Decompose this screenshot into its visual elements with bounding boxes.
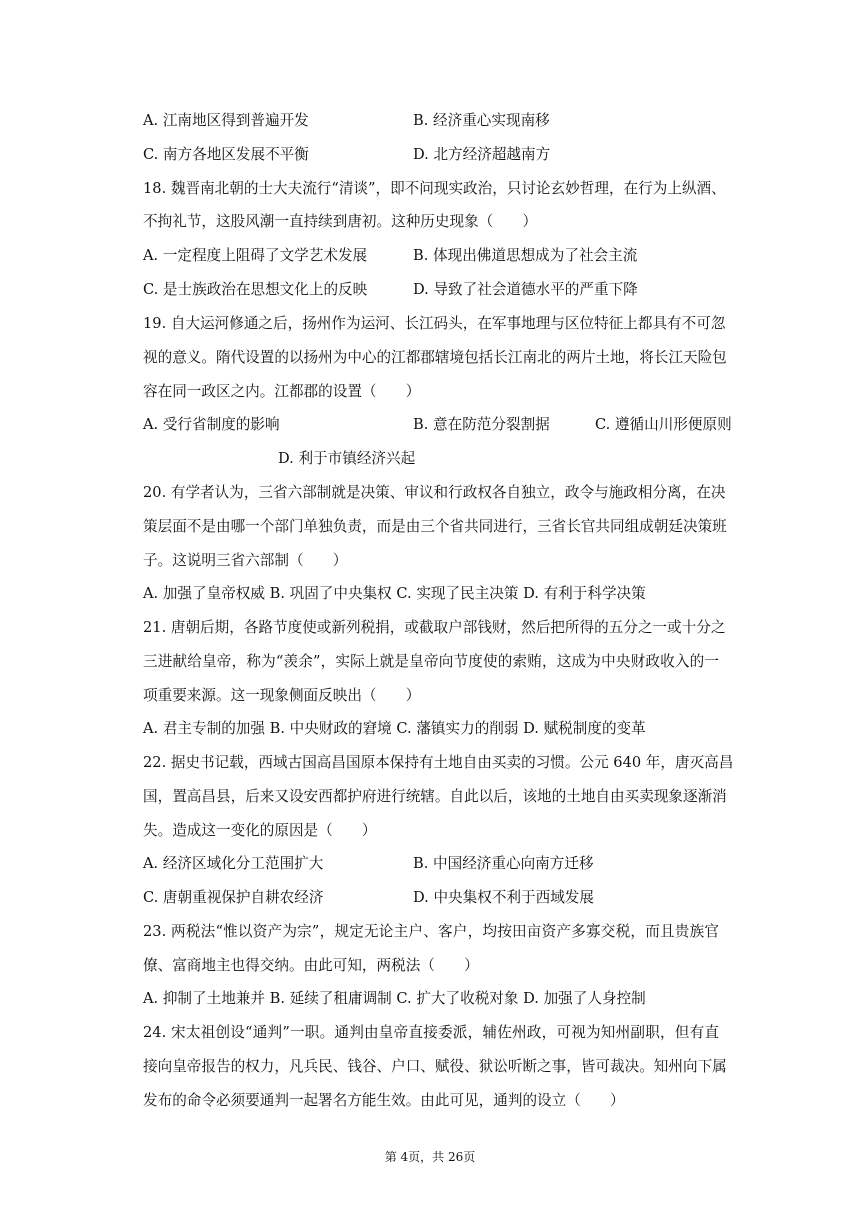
- question-18-text: 不拘礼节，这股风潮一直持续到唐初。这种历史现象（ ）: [143, 213, 538, 230]
- question-23-text: 23. 两税法“惟以资产为宗”，规定无论主户、客户，均按田亩资产多寡交税，而且贵族官: [143, 923, 719, 940]
- option-c: C. 遵循山川形便原则: [595, 416, 732, 433]
- option-a: A. 江南地区得到普遍开发: [143, 112, 309, 129]
- question-19-text: 19. 自大运河修通之后，扬州作为运河、长江码头，在军事地理与区位特征上都具有不可忽: [143, 315, 726, 332]
- question-19-text: 容在同一政区之内。江都郡的设置（ ）: [143, 383, 421, 400]
- option-b: B. 经济重心实现南移: [413, 112, 550, 129]
- question-20-text: 策层面不是由哪一个部门单独负责，而是由三个省共同进行，三省长官共同组成朝廷决策班: [143, 518, 727, 535]
- options-row: [0, 278, 860, 302]
- option-b: B. 体现出佛道思想成为了社会主流: [413, 247, 638, 264]
- question-22-text: 22. 据史书记载，西域古国高昌国原本保持有土地自由买卖的习惯。公元 640 年，唐灭高昌: [143, 754, 734, 771]
- options-line: A. 抑制了土地兼并 B. 延续了租庸调制 C. 扩大了收税对象 D. 加强了人身控制: [143, 990, 646, 1007]
- question-20-text: 子。这说明三省六部制（ ）: [143, 552, 348, 569]
- option-d: D. 中央集权不利于西域发展: [413, 889, 594, 906]
- question-21-text: 21. 唐朝后期，各路节度使或新列税捐，或截取户部钱财，然后把所得的五分之一或十分之: [143, 619, 726, 636]
- options-line: A. 君主专制的加强 B. 中央财政的窘境 C. 藩镇实力的削弱 D. 赋税制度的变革: [143, 720, 646, 737]
- question-20-text: 20. 有学者认为，三省六部制就是决策、审议和行政权各自独立，政令与施政相分离，在决: [143, 484, 726, 501]
- option-c: C. 南方各地区发展不平衡: [143, 146, 309, 163]
- option-c: C. 是士族政治在思想文化上的反映: [143, 281, 368, 298]
- option-a: A. 一定程度上阻碍了文学艺术发展: [143, 247, 368, 264]
- options-row: [0, 109, 860, 133]
- question-18-text: 18. 魏晋南北朝的士大夫流行“清谈”，即不问现实政治，只讨论玄妙哲理，在行为上纵酒、: [143, 180, 726, 197]
- option-b: B. 中国经济重心向南方迁移: [413, 855, 594, 872]
- question-24-text: 发布的命令必须要通判一起署名方能生效。由此可见，通判的设立（ ）: [143, 1092, 625, 1109]
- options-row: [0, 143, 860, 167]
- question-24-text: 接向皇帝报告的权力，凡兵民、钱谷、户口、赋役、狱讼听断之事，皆可裁决。知州向下属: [143, 1058, 727, 1075]
- options-row: [0, 886, 860, 910]
- question-24-text: 24. 宋太祖创设“通判”一职。通判由皇帝直接委派，辅佐州政，可视为知州副职，但有直: [143, 1024, 719, 1041]
- question-21-text: 项重要来源。这一现象侧面反映出（ ）: [143, 687, 421, 704]
- options-line: A. 加强了皇帝权威 B. 巩固了中央集权 C. 实现了民主决策 D. 有利于科学决策: [143, 585, 646, 602]
- question-22-text: 失。造成这一变化的原因是（ ）: [143, 822, 377, 839]
- page-number: 第 4页，共 26页: [384, 1150, 476, 1164]
- options-row: [0, 244, 860, 268]
- option-c: C. 唐朝重视保护自耕农经济: [143, 889, 324, 906]
- question-19-text: 视的意义。隋代设置的以扬州为中心的江都郡辖境包括长江南北的两片土地，将长江天险包: [143, 349, 727, 366]
- option-b: B. 意在防范分裂割据: [413, 416, 550, 433]
- question-22-text: 国，置高昌县，后来又设安西都护府进行统辖。自此以后，该地的土地自由买卖现象逐渐消: [143, 788, 727, 805]
- option-d: D. 利于市镇经济兴起: [278, 450, 416, 467]
- options-row: [0, 447, 860, 471]
- options-row: [0, 413, 860, 437]
- option-a: A. 受行省制度的影响: [143, 416, 280, 433]
- options-row: [0, 852, 860, 876]
- option-d: D. 北方经济超越南方: [413, 146, 551, 163]
- option-a: A. 经济区域化分工范围扩大: [143, 855, 324, 872]
- option-d: D. 导致了社会道德水平的严重下降: [413, 281, 638, 298]
- question-23-text: 僚、富商地主也得交纳。由此可知，两税法（ ）: [143, 957, 479, 974]
- question-21-text: 三进献给皇帝，称为“羡余”，实际上就是皇帝向节度使的索贿，这成为中央财政收入的一: [143, 653, 719, 670]
